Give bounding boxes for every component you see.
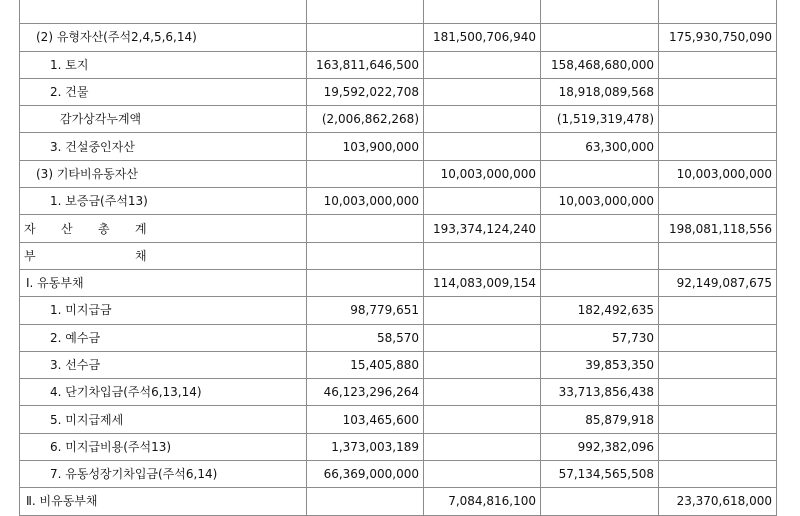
current-total-amount	[424, 406, 541, 433]
current-total-amount	[424, 0, 541, 24]
prior-total-amount: 23,370,618,000	[659, 488, 777, 515]
table-row	[20, 160, 777, 187]
current-total-amount	[424, 379, 541, 406]
heading-char: 채	[135, 248, 147, 263]
prior-detail-amount: 182,492,635	[541, 297, 659, 324]
account-name: 4. 단기차입금(주석6,13,14)	[20, 379, 307, 406]
current-total-amount	[424, 242, 541, 269]
prior-detail-amount	[541, 242, 659, 269]
account-name: Ⅱ. 비유동부채	[20, 488, 307, 515]
table-row	[20, 0, 777, 24]
prior-total-amount: 175,930,750,090	[659, 24, 777, 51]
table-row	[20, 133, 777, 160]
current-total-amount	[424, 188, 541, 215]
account-name	[20, 0, 307, 24]
heading-char: 총	[98, 221, 110, 236]
account-name-liabilities	[20, 242, 307, 269]
current-total-amount	[424, 324, 541, 351]
current-total-amount: 193,374,124,240	[424, 215, 541, 242]
account-name: 1. 토지	[20, 51, 307, 78]
heading-char: 자	[24, 221, 36, 236]
account-name: (3) 기타비유동자산	[20, 160, 307, 187]
prior-detail-amount: 39,853,350	[541, 351, 659, 378]
prior-detail-amount: 18,918,089,568	[541, 78, 659, 105]
table-row	[20, 269, 777, 296]
current-detail-amount: 103,465,600	[307, 406, 424, 433]
table-row	[20, 106, 777, 133]
current-detail-amount	[307, 488, 424, 515]
current-detail-amount: 15,405,880	[307, 351, 424, 378]
current-detail-amount	[307, 0, 424, 24]
prior-detail-amount	[541, 24, 659, 51]
prior-detail-amount: 158,468,680,000	[541, 51, 659, 78]
current-detail-amount: 1,373,003,189	[307, 433, 424, 460]
table-row	[20, 324, 777, 351]
table-row	[20, 24, 777, 51]
current-total-amount: 7,084,816,100	[424, 488, 541, 515]
current-detail-amount: 10,003,000,000	[307, 188, 424, 215]
prior-total-amount	[659, 297, 777, 324]
prior-detail-amount: (1,519,319,478)	[541, 106, 659, 133]
current-detail-amount: 103,900,000	[307, 133, 424, 160]
account-name: 3. 건설중인자산	[20, 133, 307, 160]
current-detail-amount: 58,570	[307, 324, 424, 351]
current-detail-amount: 46,123,296,264	[307, 379, 424, 406]
prior-detail-amount	[541, 0, 659, 24]
table-row	[20, 242, 777, 269]
table-row	[20, 78, 777, 105]
prior-detail-amount: 57,134,565,508	[541, 461, 659, 488]
prior-detail-amount	[541, 269, 659, 296]
current-total-amount: 181,500,706,940	[424, 24, 541, 51]
current-detail-amount: 163,811,646,500	[307, 51, 424, 78]
prior-total-amount	[659, 133, 777, 160]
prior-total-amount	[659, 433, 777, 460]
current-total-amount	[424, 133, 541, 160]
account-name: Ⅰ. 유동부채	[20, 269, 307, 296]
current-total-amount: 10,003,000,000	[424, 160, 541, 187]
heading-char: 산	[61, 221, 73, 236]
account-name: 6. 미지급비용(주석13)	[20, 433, 307, 460]
prior-total-amount	[659, 0, 777, 24]
current-detail-amount	[307, 242, 424, 269]
heading-char: 계	[135, 221, 147, 236]
heading-char: 부	[24, 248, 36, 263]
prior-total-amount: 92,149,087,675	[659, 269, 777, 296]
table-row	[20, 488, 777, 515]
account-name: 1. 미지급금	[20, 297, 307, 324]
account-name: 3. 선수금	[20, 351, 307, 378]
account-name: 1. 보증금(주석13)	[20, 188, 307, 215]
prior-detail-amount: 63,300,000	[541, 133, 659, 160]
prior-total-amount	[659, 78, 777, 105]
prior-total-amount: 198,081,118,556	[659, 215, 777, 242]
table-row	[20, 406, 777, 433]
current-total-amount: 114,083,009,154	[424, 269, 541, 296]
table-row	[20, 215, 777, 242]
balance-sheet-table	[19, 0, 777, 516]
prior-total-amount	[659, 188, 777, 215]
account-name: 5. 미지급제세	[20, 406, 307, 433]
current-total-amount	[424, 78, 541, 105]
table-row	[20, 51, 777, 78]
prior-total-amount	[659, 51, 777, 78]
current-detail-amount	[307, 215, 424, 242]
prior-total-amount	[659, 106, 777, 133]
table-row	[20, 297, 777, 324]
account-name: 감가상각누계액	[20, 106, 307, 133]
current-detail-amount	[307, 269, 424, 296]
current-detail-amount: 98,779,651	[307, 297, 424, 324]
prior-detail-amount: 57,730	[541, 324, 659, 351]
prior-detail-amount	[541, 215, 659, 242]
table-row	[20, 351, 777, 378]
prior-detail-amount	[541, 160, 659, 187]
current-total-amount	[424, 51, 541, 78]
account-name: 2. 건물	[20, 78, 307, 105]
prior-detail-amount	[541, 488, 659, 515]
prior-total-amount: 10,003,000,000	[659, 160, 777, 187]
account-name: (2) 유형자산(주석2,4,5,6,14)	[20, 24, 307, 51]
prior-total-amount	[659, 379, 777, 406]
current-detail-amount: 19,592,022,708	[307, 78, 424, 105]
prior-total-amount	[659, 461, 777, 488]
current-detail-amount: (2,006,862,268)	[307, 106, 424, 133]
table-row	[20, 188, 777, 215]
current-total-amount	[424, 106, 541, 133]
prior-total-amount	[659, 242, 777, 269]
table-row	[20, 461, 777, 488]
account-name: 7. 유동성장기차입금(주석6,14)	[20, 461, 307, 488]
prior-detail-amount: 10,003,000,000	[541, 188, 659, 215]
table-row	[20, 379, 777, 406]
current-detail-amount	[307, 160, 424, 187]
prior-detail-amount: 992,382,096	[541, 433, 659, 460]
prior-detail-amount: 85,879,918	[541, 406, 659, 433]
current-total-amount	[424, 351, 541, 378]
account-name-total-assets	[20, 215, 307, 242]
account-name: 2. 예수금	[20, 324, 307, 351]
current-detail-amount	[307, 24, 424, 51]
current-detail-amount: 66,369,000,000	[307, 461, 424, 488]
table-row	[20, 433, 777, 460]
current-total-amount	[424, 433, 541, 460]
prior-total-amount	[659, 324, 777, 351]
current-total-amount	[424, 461, 541, 488]
prior-detail-amount: 33,713,856,438	[541, 379, 659, 406]
prior-total-amount	[659, 351, 777, 378]
current-total-amount	[424, 297, 541, 324]
prior-total-amount	[659, 406, 777, 433]
